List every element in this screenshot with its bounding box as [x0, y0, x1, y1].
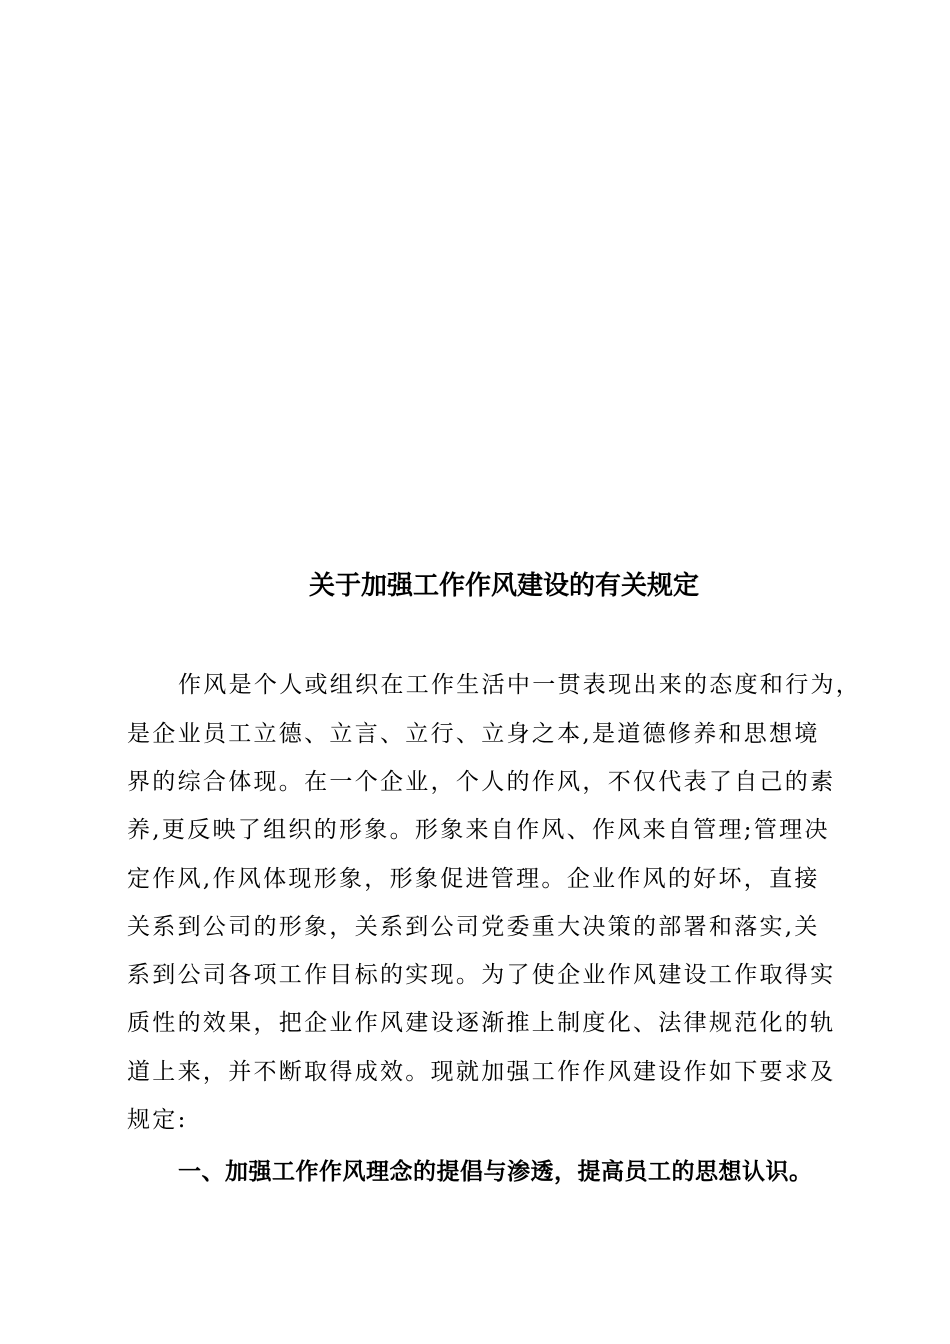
paragraph-line: 定作风,作风体现形象，形象促进管理。企业作风的好坏，直接 [127, 866, 820, 892]
paragraph-line: 界的综合体现。在一个企业，个人的作风，不仅代表了自己的素 [127, 769, 836, 795]
paragraph-line: 质性的效果，把企业作风建设逐渐推上制度化、法律规范化的轨 [127, 1010, 836, 1036]
paragraph-line: 道上来，并不断取得成效。现就加强工作作风建设作如下要求及 [127, 1059, 836, 1085]
paragraph-line: 规定: [127, 1107, 188, 1133]
section-heading: 一、加强工作作风理念的提倡与渗透，提高员工的思想认识。 [178, 1159, 813, 1185]
paragraph-line: 养,更反映了组织的形象。形象来自作风、作风来自管理;管理决 [127, 817, 830, 843]
paragraph-line: 系到公司各项工作目标的实现。为了使企业作风建设工作取得实 [127, 962, 836, 988]
paragraph-line: 关系到公司的形象，关系到公司党委重大决策的部署和落实,关 [127, 914, 820, 940]
paragraph-line: 是企业员工立德、立言、立行、立身之本,是道德修养和思想境 [127, 721, 820, 747]
paragraph-line: 作风是个人或组织在工作生活中一贯表现出来的态度和行为， [178, 672, 862, 698]
document-title: 关于加强工作作风建设的有关规定 [308, 571, 699, 601]
